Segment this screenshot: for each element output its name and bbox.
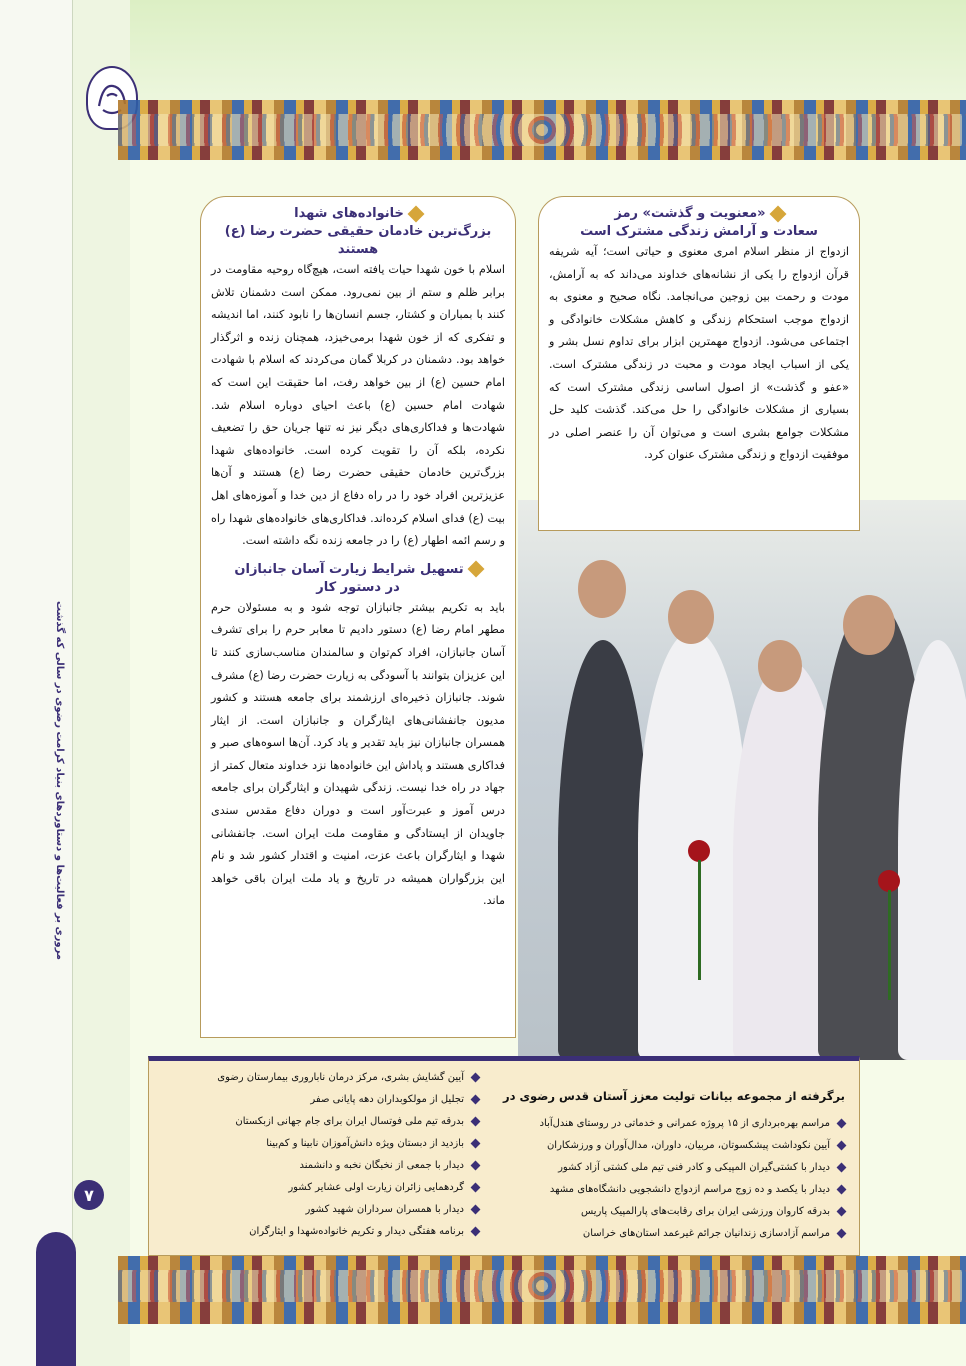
photo-head (843, 595, 895, 655)
statements-box-title: برگرفته از مجموعه بیانات تولیت معزز آستان قدس رضوی در (502, 1089, 845, 1103)
title-line: «معنویت و گذشت» رمز (614, 206, 766, 221)
list-item: بدرقه تیم ملی فوتسال ایران برای جام جهانی ازبکستان (217, 1111, 479, 1133)
photo-head (668, 590, 714, 644)
diamond-bullet-icon (467, 561, 484, 578)
article-martyrs (200, 196, 516, 1038)
page-number: ۷ (74, 1180, 104, 1210)
list-item: آیین نکوداشت پیشکسوتان، مربیان، داوران، مدال‌آوران و ورزشکاران (540, 1135, 845, 1157)
rose-flower (878, 870, 900, 892)
list-item: مراسم بهره‌برداری از ۱۵ پروژه عمرانی و خدماتی در روستای هندل‌آباد (540, 1113, 845, 1135)
list-item: بازدید از دبستان ویژه دانش‌آموزان نابینا و کم‌بینا (217, 1133, 479, 1155)
diamond-bullet-icon (769, 205, 786, 222)
rose-flower (688, 840, 710, 862)
list-item: تجلیل از مولکوبداران دهه پایانی صفر (217, 1089, 479, 1111)
statements-list-left (217, 1067, 479, 1243)
article-marriage (538, 196, 860, 531)
sidebar-decor (36, 1232, 76, 1366)
title-line: سعادت و آرامش زندگی مشترک است (580, 224, 818, 239)
diamond-bullet-icon (407, 205, 424, 222)
article-martyrs-title (211, 205, 505, 259)
article-marriage-body: ازدواج از منظر اسلام امری معنوی و حیاتی است؛ آیه شریفه قرآن ازدواج را یکی از نشانه‌های خداوند می‌داند که به آرامش، مودت و رحمت بین زوجین می‌انجامد. نگاه صحیح و معنوی به ازدواج موجب استحکام زندگی و کاهش مشکلات خانوادگی و اجتماعی می‌شود. ازدواج مهمترین ابزار برای تداوم نسل بشر و یکی از اسباب ایجاد مودت و محبت در زندگی مشترک است. «عفو و گذشت» از اصول اساسی زندگی مشترک است که بسیاری از مشکلات خانوادگی را حل می‌کند. گذشت کلید حل مشکلات جوامع بشری است و می‌توان آن را عنصر اصلی در موفقیت ازدواج و زندگی مشترک عنوان کرد. (549, 245, 849, 462)
photo-person (558, 640, 648, 1060)
title-line: بزرگ‌ترین خادمان حقیقی حضرت رضا (ع) (224, 224, 492, 239)
photo-head (758, 640, 802, 692)
rose-stem (888, 890, 891, 1000)
article-martyrs-body: اسلام با خون شهدا حیات یافته است، هیچ‌گاه روحیه مقاومت در برابر ظلم و ستم از بین نمی‌رود. ممکن است دشمنان تلاش کنند با بمباران و کشتار، جسم انسان‌ها را نابود کنند، اما اندیشه و تفکری که از خون شهدا برمی‌خیزد، همچنان زنده و اثرگذار خواهد بود. دشمنان در کربلا گمان می‌کردند که اسلام با شهادت امام حسین (ع) از بین خواهد رفت، اما حقیقت این است که شهادت امام حسین (ع) باعث احیای دوباره اسلام شد. شهادت‌ها و فداکاری‌های دیگر نیز نه تنها جریان حق را تضعیف نکرده، بلکه آن را تقویت کرده است. خانواده‌های شهدا بزرگ‌ترین خادمان حقیقی حضرت رضا (ع) هستند و آن‌ها عزیزترین افراد خود را در راه دفاع از دین خدا و آموزه‌های اهل بیت (ع) فدای اسلام کرده‌اند. فداکاری‌های خانواده‌های شهدا راه و رسم ائمه اطهار (ع) را در جامعه زنده نگه داشته است. (211, 263, 505, 548)
list-item: برنامه هفتگی دیدار و تکریم خانواده‌شهدا و ایثارگران (217, 1221, 479, 1243)
bottom-ornament-border (118, 1256, 966, 1324)
wedding-photo (518, 500, 966, 1060)
article-veterans-title (211, 561, 505, 597)
list-item: دیدار با همسران سرداران شهید کشور (217, 1199, 479, 1221)
list-item: بدرقه کاروان ورزشی ایران برای رقابت‌های پارالمپیک پاریس (540, 1201, 845, 1223)
list-item: دیدار با یکصد و ده زوج مراسم ازدواج دانشجویی دانشگاه‌های مشهد (540, 1179, 845, 1201)
list-item: آیین گشایش بشری، مرکز درمان ناباروری بیمارستان رضوی (217, 1067, 479, 1089)
list-item: دیدار با جمعی از نخبگان نخبه و دانشمند (217, 1155, 479, 1177)
list-item: دیدار با کشتی‌گیران المپیکی و کادر فنی تیم ملی کشتی آزاد کشور (540, 1157, 845, 1179)
title-line: تسهیل شرایط زیارت آسان جانبازان (234, 561, 464, 577)
side-caption: مروری بر فعالیت‌ها و دستاوردهای بنیاد کرامت رضوی در سالی که گذشت (54, 601, 65, 960)
title-line: خانواده‌های شهدا (294, 206, 404, 221)
list-item: مراسم آزادسازی زندانیان جرائم غیرعمد استان‌های خراسان (540, 1223, 845, 1245)
statements-box (148, 1056, 860, 1256)
rose-stem (698, 860, 701, 980)
title-line: هستند (337, 242, 379, 257)
list-item: گردهمایی زائران زیارت اولی عشایر کشور (217, 1177, 479, 1199)
article-veterans-body: باید به تکریم بیشتر جانبازان توجه شود و به مسئولان حرم مطهر امام رضا (ع) دستور دادیم تا معابر حرم را برای تشرف آسان جانبازان، افراد کم‌توان و سالمندان مناسب‌سازی کنند تا این عزیزان بتوانند با آسودگی به زیارت حضرت رضا (ع) مشرف شوند. جانبازان ذخیره‌ای ارزشمند برای جامعه هستند و کشور مدیون جانفشانی‌های ایثارگران و جانبازان است. از ایثار همسران جانبازان نیز باید تقدیر و یاد کرد. آن‌ها اسوه‌های صبر و فداکاری هستند و پاداش این خانواده‌ها نزد خداوند متعال کمتر از جهاد در راه خدا نیست. زندگی شهیدان و ایثارگران برای جامعه درس آموز و عبرت‌آور است و دوران دفاع مقدس سندی جاویدان از ایستادگی و مقاومت ملت ایران است. جانفشانی شهدا و ایثارگران باعث عزت، امنیت و اقتدار کشور شد و نام این بزرگواران همیشه در تاریخ و یاد ملت ایران باقی خواهد ماند. (211, 600, 505, 908)
title-line: در دستور کار (316, 579, 400, 595)
photo-head (578, 560, 626, 618)
top-ornament-border (118, 100, 966, 160)
article-marriage-title (549, 205, 849, 241)
statements-list-right (540, 1113, 845, 1245)
